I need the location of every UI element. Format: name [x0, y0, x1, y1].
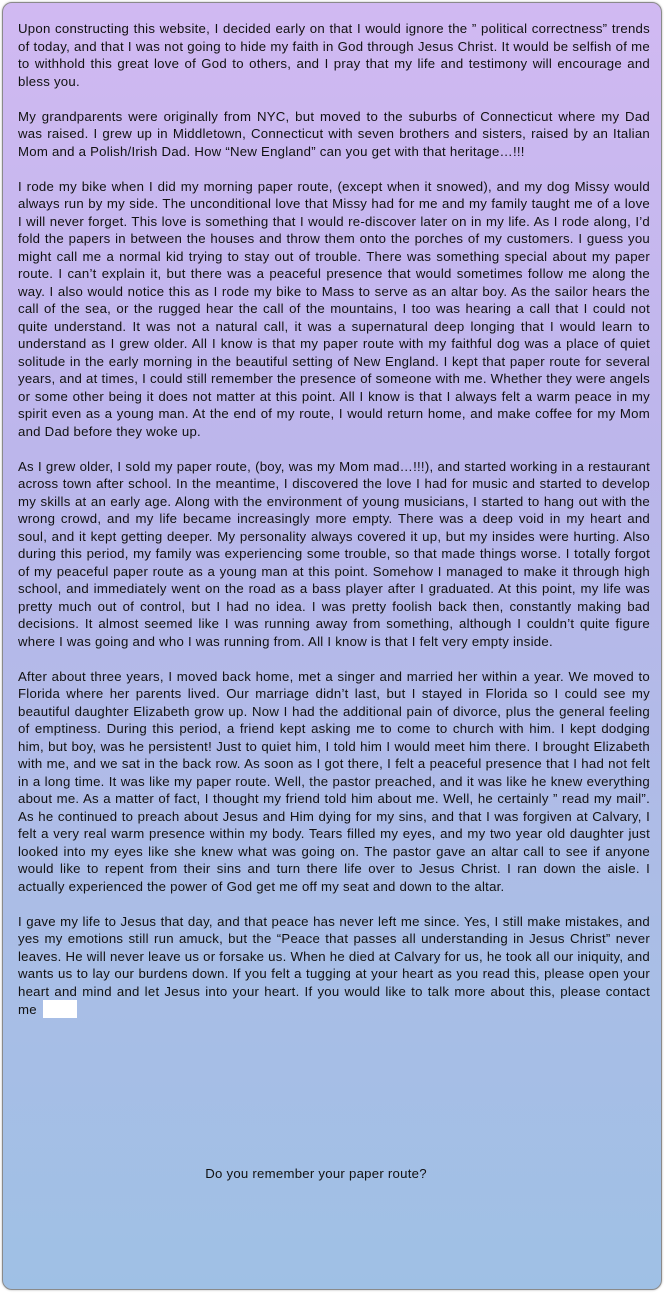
- paragraph-salvation-text: I gave my life to Jesus that day, and that peace has never left me since. Yes, I still make mistakes, and yes my emotions still run amuck, but the “Peace that passes all understanding in Jesus Christ” never leaves. He will never leave us or forsake us. When he died at Calvary for us, he took all our iniquity, and wants us to lay our burdens down. If you felt a tugging at your heart as you read this, please open your heart and mind and let Jesus into your heart. If you would like to talk more about this, please contact me: [18, 913, 650, 1017]
- paragraph-family: My grandparents were originally from NYC, but moved to the suburbs of Connecticut where my Dad was raised. I grew up in Middletown, Connecticut with seven brothers and sisters, raised by an Italian Mom and a Polish/Irish Dad. How “New England” can you get with that heritage…!!!: [18, 108, 650, 159]
- testimony-panel: [2, 2, 662, 1290]
- paragraph-paper-route: I rode my bike when I did my morning paper route, (except when it snowed), and my dog Missy would always run by my side. The unconditional love that Missy had for me and my family taught me of a love I will never forget. This love is something that I would re-discover later on in my life. As I rode along, I’d fold the papers in between the houses and throw them onto the porches of my customers. I guess you might call me a normal kid trying to stay out of trouble. There was something special about my paper route. I can’t explain it, but there was a peaceful presence that would sometimes follow me along the way. I also would notice this as I rode my bike to Mass to serve as an altar boy. As the sailor hears the call of the sea, or the rugged hear the call of the mountains, I too was hearing a call that I could not quite understand. It was not a natural call, it was a supernatural deep longing that I would learn to understand as I grew older. All I know is that my paper route with my faithful dog was a place of quiet solitude in the early morning in the beautiful setting of New England. I kept that paper route for several years, and at times, I could still remember the presence of someone with me. Whether they were angels or some other being it does not matter at this point. All I know is that I always felt a warm peace in my spirit even as a young man. At the end of my route, I would return home, and make coffee for my Mom and Dad before they woke up.: [18, 178, 650, 439]
- testimony-text: [18, 20, 650, 1036]
- paragraph-florida: After about three years, I moved back home, met a singer and married her within a year. We moved to Florida where her parents lived. Our marriage didn’t last, but I stayed in Florida so I could see my beautiful daughter Elizabeth grow up. Now I had the additional pain of divorce, plus the general feeling of emptiness. During this period, a friend kept asking me to come to church with him. I kept dodging him, but boy, was he persistent! Just to quiet him, I told him I would meet him there. I brought Elizabeth with me, and we sat in the back row. As soon as I got there, I felt a peaceful presence that I had not felt in a long time. It was like my paper route. Well, the pastor preached, and it was like he knew everything about me. As a matter of fact, I thought my friend told him about me. Well, he certainly ” read my mail”. As he continued to preach about Jesus and Him dying for my sins, and that I was forgiven at Calvary, I felt a very real warm presence within my body. Tears filled my eyes, and my two year old daughter just looked into my eyes like she knew what was going on. The pastor gave an altar call to see if anyone would like to repent from their sins and turn there life over to Jesus Christ. I ran down the aisle. I actually experienced the power of God get me off my seat and down to the altar.: [18, 668, 650, 894]
- contact-link-box[interactable]: [43, 1000, 77, 1018]
- paragraph-intro: Upon constructing this website, I decided early on that I would ignore the ” political correctness” trends of today, and that I was not going to hide my faith in God through Jesus Christ. It would be selfish of me to withhold this great love of God to others, and I pray that my life and testimony will encourage and bless you.: [18, 21, 650, 89]
- paragraph-growing-older: As I grew older, I sold my paper route, (boy, was my Mom mad…!!!), and started working in a restaurant across town after school. In the meantime, I discovered the love I had for music and started to develop my skills at an early age. Along with the environment of young musicians, I started to hang out with the wrong crowd, and my life became increasingly more empty. There was a deep void in my heart and soul, and it kept getting deeper. My personality always covered it up, but my insides were hurting. Also during this period, my family was experiencing some trouble, so that made things worse. I totally forgot of my peaceful paper route as a young man at this point. Somehow I managed to make it through high school, and immediately went on the road as a bass player after I graduated. At this point, my life was pretty much out of control, but I had no idea. I was pretty foolish back then, constantly making bad decisions. It almost seemed like I was running away from something, although I couldn’t quite figure where I was going and who I was running from. All I know is that I felt very empty inside.: [18, 458, 650, 649]
- caption-paper-route: Do you remember your paper route?: [205, 1166, 427, 1181]
- paragraph-salvation: [18, 913, 650, 1019]
